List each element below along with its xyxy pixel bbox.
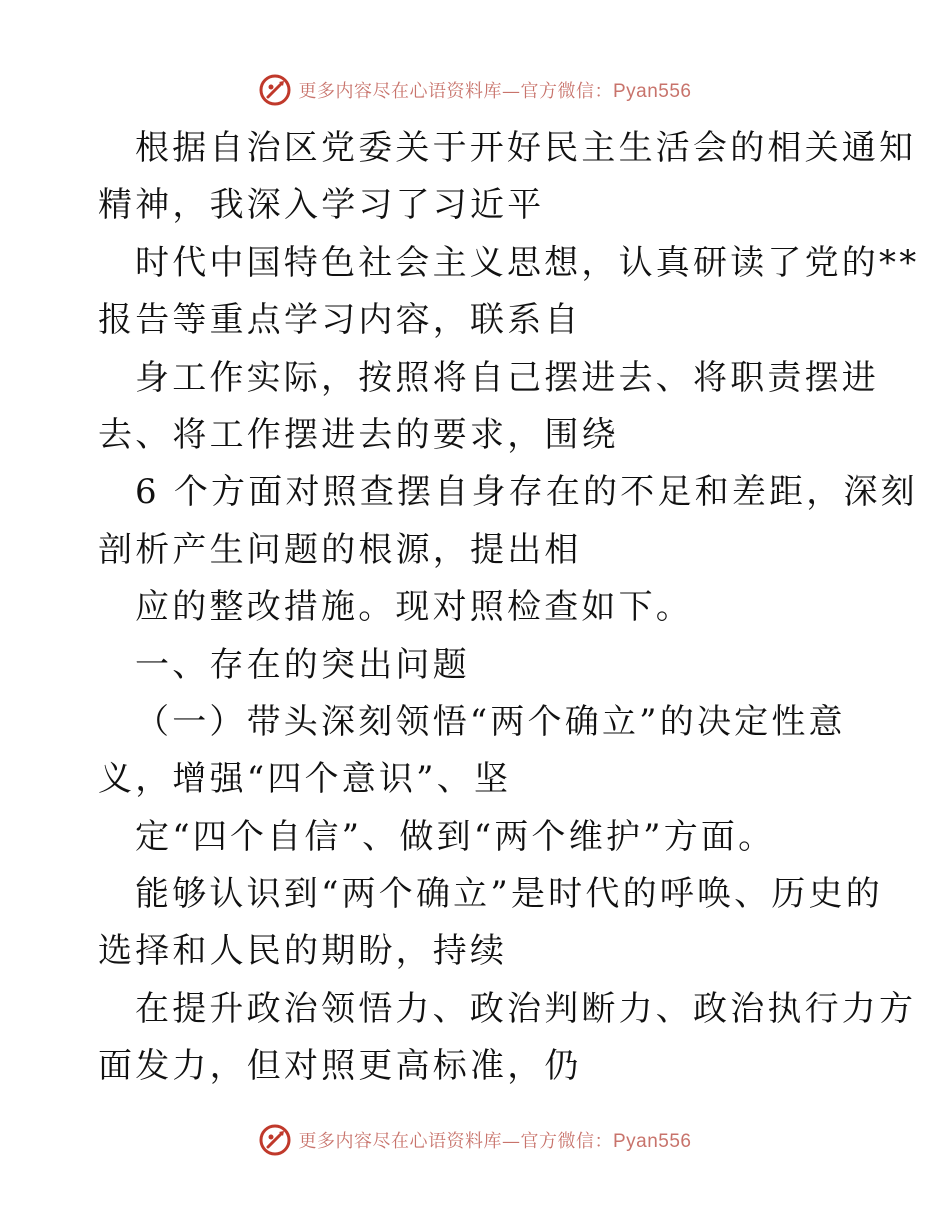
watermark-text: 更多内容尽在心语资料库—官方微信：Pyan556 [298, 81, 692, 102]
footer-watermark [0, 1120, 950, 1160]
text-line: 义，增强“四个意识”、坚 [98, 759, 512, 800]
text-line: 一、存在的突出问题 [135, 644, 470, 685]
text-line: 定“四个自信”、做到“两个维护”方面。 [135, 816, 776, 857]
document-body [98, 120, 920, 1096]
text-line: 能够认识到“两个确立”是时代的呼唤、历史的 [135, 874, 883, 915]
text-line: 时代中国特色社会主义思想，认真研读了党的** [135, 242, 920, 283]
brand-logo-icon [258, 73, 292, 107]
text-line: 根据自治区党委关于开好民主生活会的相关通知 [135, 128, 917, 168]
text-line: 选择和人民的期盼，持续 [98, 931, 508, 972]
header-watermark [0, 70, 950, 110]
watermark-text: 更多内容尽在心语资料库—官方微信：Pyan556 [298, 1131, 692, 1152]
text-line: 精神，我深入学习了习近平 [98, 185, 545, 226]
text-line: 面发力，但对照更高标准，仍 [98, 1046, 582, 1087]
brand-logo-icon [258, 1123, 292, 1157]
text-line: 报告等重点学习内容，联系自 [98, 300, 582, 341]
text-line: 在提升政治领悟力、政治判断力、政治执行力方 [135, 988, 917, 1029]
text-line: 6 个方面对照查摆自身存在的不足和差距，深刻 [135, 472, 918, 513]
text-line: 剖析产生问题的根源，提出相 [98, 529, 582, 570]
text-line: 去、将工作摆进去的要求，围绕 [98, 414, 619, 455]
text-line: （一）带头深刻领悟“两个确立”的决定性意 [135, 701, 846, 742]
text-line: 身工作实际，按照将自己摆进去、将职责摆进 [135, 357, 879, 398]
text-line: 应的整改措施。现对照检查如下。 [135, 587, 693, 628]
